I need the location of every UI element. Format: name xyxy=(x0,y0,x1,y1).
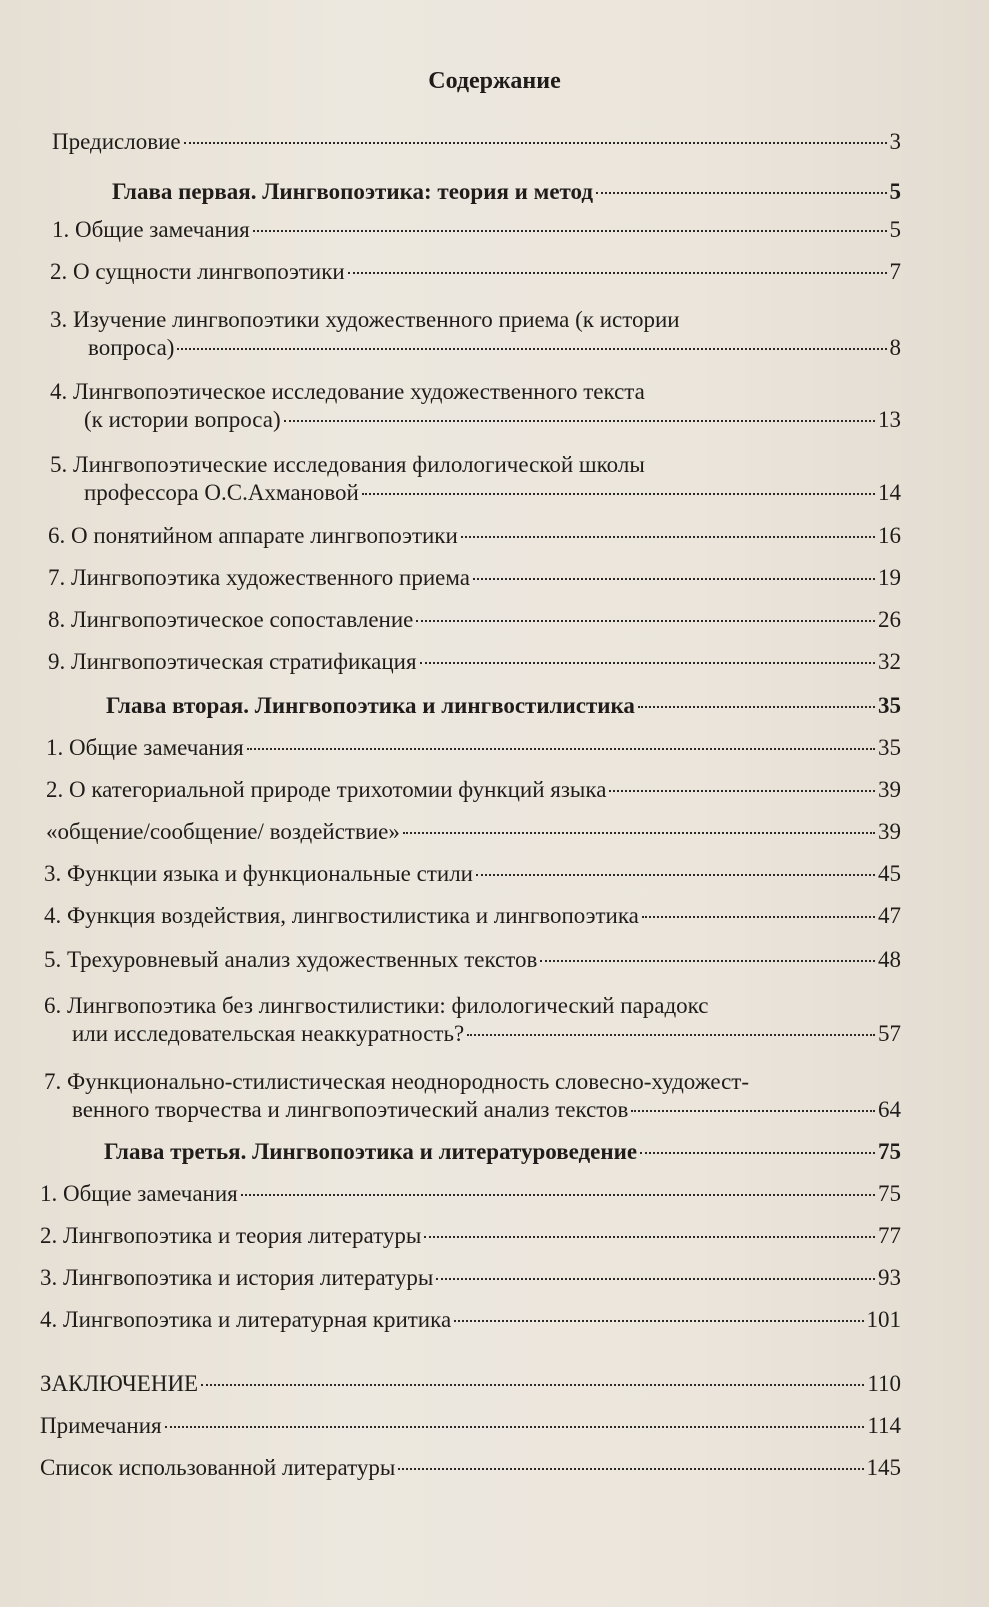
toc-page: 3 xyxy=(889,129,901,154)
leader-dots xyxy=(461,536,875,538)
toc-entry-2-7 xyxy=(44,1068,901,1124)
toc-label: 1. Общие замечания xyxy=(46,735,244,760)
toc-page: 19 xyxy=(878,565,901,590)
toc-entry-2-3 xyxy=(44,860,901,888)
toc-label-line1: 4. Лингвопоэтическое исследование художественного текста xyxy=(50,379,645,404)
toc-label: Примечания xyxy=(40,1413,162,1438)
toc-page: 47 xyxy=(878,903,901,928)
leader-dots xyxy=(420,662,875,664)
toc-label-line1: 7. Функционально-стилистическая неоднородность словесно-художест- xyxy=(44,1069,750,1094)
toc-label: 1. Общие замечания xyxy=(52,217,250,242)
toc-page: 5 xyxy=(889,179,901,204)
toc-page: 39 xyxy=(878,819,901,844)
toc-label-line2: или исследовательская неаккуратность? xyxy=(72,1021,465,1046)
toc-entry-3-2 xyxy=(40,1222,901,1250)
leader-dots xyxy=(642,916,875,918)
leader-dots xyxy=(638,706,875,708)
toc-entry-references xyxy=(40,1454,901,1482)
toc-label-line1: 6. Лингвопоэтика без лингвостилистики: филологический парадокс xyxy=(44,993,709,1018)
leader-dots xyxy=(540,960,875,962)
toc-entry-1-4 xyxy=(50,378,901,434)
toc-entry-2-5 xyxy=(44,946,901,974)
toc-label: 8. Лингвопоэтическое сопоставление xyxy=(48,607,414,632)
toc-entry-2-1 xyxy=(46,734,901,762)
leader-dots xyxy=(454,1320,863,1322)
toc-label: «общение/сообщение/ воздействие» xyxy=(46,819,400,844)
toc-page: 64 xyxy=(878,1097,901,1122)
toc-page: 39 xyxy=(878,777,901,802)
leader-dots xyxy=(253,230,887,232)
toc-entry-2-2-cont xyxy=(46,818,901,846)
leader-dots xyxy=(241,1194,875,1196)
toc-page: 75 xyxy=(878,1139,901,1164)
toc-label-line2: профессора О.С.Ахмановой xyxy=(84,480,359,505)
leader-dots xyxy=(201,1384,864,1386)
toc-page: 48 xyxy=(878,947,901,972)
leader-dots xyxy=(165,1426,865,1428)
toc-label: 3. Функции языка и функциональные стили xyxy=(44,861,473,886)
toc-entry-conclusion xyxy=(40,1370,901,1398)
toc-entry-1-6 xyxy=(48,522,901,550)
toc-page: 45 xyxy=(878,861,901,886)
toc-page: 93 xyxy=(878,1265,901,1290)
toc-label: 3. Лингвопоэтика и история литературы xyxy=(40,1265,434,1290)
toc-entry-3-3 xyxy=(40,1264,901,1292)
toc-label-line2: вопроса) xyxy=(88,335,175,360)
toc-label: 1. Общие замечания xyxy=(40,1181,238,1206)
toc-label: ЗАКЛЮЧЕНИЕ xyxy=(40,1371,199,1396)
toc-entry-1-1 xyxy=(52,216,901,244)
toc-page: 77 xyxy=(878,1223,901,1248)
toc-entry-2-6 xyxy=(44,992,901,1048)
toc-entry-1-2 xyxy=(50,258,901,286)
toc-chapter-1 xyxy=(112,178,901,206)
toc-page: 57 xyxy=(878,1021,901,1046)
leader-dots xyxy=(184,142,887,144)
toc-page: 35 xyxy=(878,693,901,718)
leader-dots xyxy=(467,1034,875,1036)
toc-label: 5. Трехуровневый анализ художественных текстов xyxy=(44,947,538,972)
leader-dots xyxy=(424,1236,875,1238)
toc-label-line2: (к истории вопроса) xyxy=(84,407,281,432)
toc-page: 35 xyxy=(878,735,901,760)
toc-chapter-3 xyxy=(104,1138,901,1166)
toc-entry-preface xyxy=(52,128,901,156)
toc-label: 2. О категориальной природе трихотомии функций языка xyxy=(46,777,607,802)
leader-dots xyxy=(436,1278,875,1280)
leader-dots xyxy=(416,620,875,622)
leader-dots xyxy=(596,192,886,194)
toc-page: 14 xyxy=(878,480,901,505)
toc-label: Глава третья. Лингвопоэтика и литературоведение xyxy=(104,1139,638,1164)
toc-label: 6. О понятийном аппарате лингвопоэтики xyxy=(48,523,458,548)
toc-label: Глава вторая. Лингвопоэтика и лингвостилистика xyxy=(106,693,635,718)
toc-label: Список использованной литературы xyxy=(40,1455,396,1480)
toc-page: 114 xyxy=(867,1413,901,1438)
leader-dots xyxy=(247,748,875,750)
leader-dots xyxy=(177,348,886,350)
leader-dots xyxy=(284,420,875,422)
toc-entry-3-4 xyxy=(40,1306,901,1334)
toc-label-line2: венного творчества и лингвопоэтический анализ текстов xyxy=(72,1097,629,1122)
toc-page: 32 xyxy=(878,649,901,674)
toc-entry-3-1 xyxy=(40,1180,901,1208)
toc-entry-notes xyxy=(40,1412,901,1440)
toc-label-line1: 3. Изучение лингвопоэтики художественного приема (к истории xyxy=(50,307,680,332)
toc-label: 4. Функция воздействия, лингвостилистика и лингвопоэтика xyxy=(44,903,639,928)
toc-entry-1-8 xyxy=(48,606,901,634)
toc-label: 4. Лингвопоэтика и литературная критика xyxy=(40,1307,452,1332)
toc-page: 13 xyxy=(878,407,901,432)
leader-dots xyxy=(362,493,875,495)
toc-page: 145 xyxy=(866,1455,901,1480)
toc-label: 2. О сущности лингвопоэтики xyxy=(50,259,345,284)
toc-entry-1-5 xyxy=(50,451,901,507)
toc-entry-2-4 xyxy=(44,902,901,930)
toc-page: 110 xyxy=(867,1371,901,1396)
toc-entry-1-7 xyxy=(48,564,901,592)
toc-page: 8 xyxy=(889,335,901,360)
leader-dots xyxy=(348,272,887,274)
leader-dots xyxy=(403,832,875,834)
toc-chapter-2 xyxy=(106,692,901,720)
leader-dots xyxy=(476,874,875,876)
toc-page: 16 xyxy=(878,523,901,548)
toc-page: 5 xyxy=(889,217,901,242)
toc-entry-1-9 xyxy=(48,648,901,676)
leader-dots xyxy=(473,578,875,580)
toc-page: 26 xyxy=(878,607,901,632)
toc-label: Предисловие xyxy=(52,129,181,154)
leader-dots xyxy=(631,1110,875,1112)
toc-label: 2. Лингвопоэтика и теория литературы xyxy=(40,1223,422,1248)
page-title: Содержание xyxy=(428,68,561,94)
toc-label: Глава первая. Лингвопоэтика: теория и метод xyxy=(112,179,594,204)
leader-dots xyxy=(609,790,875,792)
leader-dots xyxy=(398,1468,863,1470)
toc-entry-1-3 xyxy=(50,306,901,362)
leader-dots xyxy=(640,1152,875,1154)
toc-label-line1: 5. Лингвопоэтические исследования филологической школы xyxy=(50,452,645,477)
toc-page: 7 xyxy=(889,259,901,284)
toc-label: 7. Лингвопоэтика художественного приема xyxy=(48,565,470,590)
toc-page: 101 xyxy=(866,1307,901,1332)
toc-entry-2-2 xyxy=(46,776,901,804)
toc-label: 9. Лингвопоэтическая стратификация xyxy=(48,649,417,674)
toc-page: 75 xyxy=(878,1181,901,1206)
